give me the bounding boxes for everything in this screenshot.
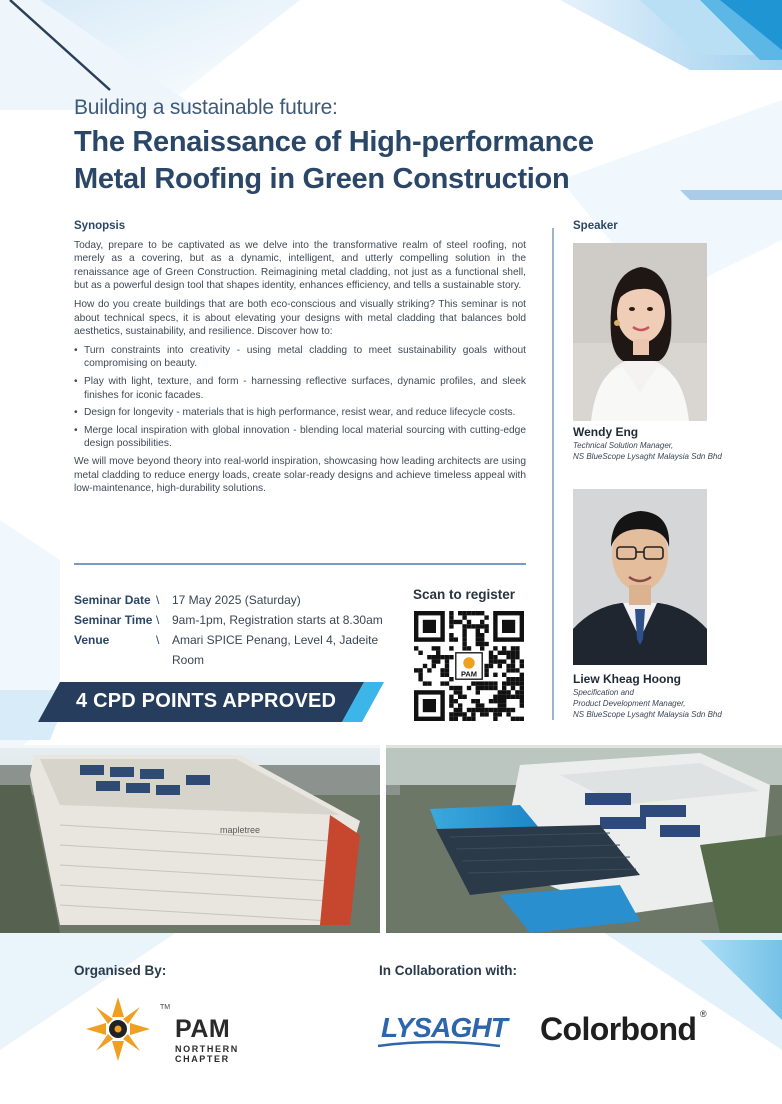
synopsis-paragraph-3: We will move beyond theory into real-world inspiration, showcasing how leading architects are using metal cladding to reduce energy loads, create solar-ready designs and achieve timeless appeal with low-maintenance, high-durability solutions. [74,455,526,495]
speaker-column-divider [552,228,554,720]
synopsis-paragraph-2: How do you create buildings that are both eco-conscious and visually striking? This seminar is not about technical specs, it is about elevating your designs with metal cladding that balances bold aesthetics, sustainability, and resilience. Discover how to: [74,298,526,338]
detail-row-venue [74,630,402,670]
section-divider [74,563,526,565]
detail-separator: \ [156,633,160,647]
synopsis-bullet: • Play with light, texture, and form - harnessing reflective surfaces, dynamic profiles, and sleek finishes for iconic facades. [74,375,526,402]
pam-logo-subtext [175,1044,239,1064]
synopsis-section [74,220,526,501]
detail-key: Seminar Time [74,613,153,627]
pam-trademark: TM [160,1004,171,1011]
detail-key: Seminar Date [74,593,151,607]
pam-logo-text: PAM [175,1015,231,1043]
event-title-line-2: Metal Roofing in Green Construction [74,163,570,195]
detail-row-time [74,610,402,630]
synopsis-bullet: • Design for longevity - materials that is high performance, resist wear, and reduce lifecycle costs. [74,406,526,420]
speaker-name: Liew Kheag Hoong [573,672,681,686]
detail-value: Amari SPICE Penang, Level 4, Jadeite Room [172,633,379,667]
detail-key: Venue [74,633,110,647]
collaboration-label: In Collaboration with: [379,963,517,978]
cpd-banner-text: 4 CPD POINTS APPROVED [76,690,337,712]
detail-value: 9am-1pm, Registration starts at 8.30am [172,613,383,627]
organised-by-label: Organised By: [74,963,167,978]
colorbond-registered-mark: ® [700,1009,707,1019]
lysaght-logo-text: LYSAGHT [381,1012,508,1043]
speaker-role-line: Specification and [573,688,634,697]
scan-to-register-label: Scan to register [413,587,516,602]
building-sign-text: mapletree [220,825,261,835]
synopsis-bullet-list [74,344,526,451]
detail-value: 17 May 2025 (Saturday) [172,593,301,607]
synopsis-label: Synopsis [74,220,126,232]
seminar-details [74,590,402,670]
registration-qr-code[interactable] [414,611,524,721]
speaker-role-line: NS BlueScope Lysaght Malaysia Sdn Bhd [573,452,722,461]
speaker-photo-wendy-eng [573,243,707,421]
synopsis-bullet: • Turn constraints into creativity - using metal cladding to meet sustainability goals without compromising on beauty. [74,344,526,371]
detail-row-date [74,590,402,610]
qr-center-label: PAM [460,669,478,679]
speaker-role [573,440,722,462]
event-title [74,124,734,198]
speaker-role-line: NS BlueScope Lysaght Malaysia Sdn Bhd [573,710,722,719]
colorbond-logo-text: Colorbond [540,1011,697,1047]
speaker-role [573,687,722,720]
speaker-photo-liew-kheag-hoong [573,489,707,665]
synopsis-paragraph-1: Today, prepare to be captivated as we delve into the transformative realm of steel roofing, not merely as a covering, but as a dynamic, intelligent, and utterly compelling solution in the renaissance age of Green Construction. Reimagining metal cladding, not just as a functional shell, but as a powerful design tool that shapes identity, enhances efficiency, and tells a sustainable story. [74,239,526,292]
detail-separator: \ [156,593,160,607]
event-heading [74,96,734,198]
speaker-role-line: Product Development Manager, [573,699,686,708]
event-subtitle: Building a sustainable future: [74,96,338,119]
event-title-line-1: The Renaissance of High-performance [74,126,594,158]
detail-separator: \ [156,613,160,627]
speaker-label: Speaker [573,220,618,232]
speaker-name: Wendy Eng [573,425,639,439]
pam-subtext-line: CHAPTER [175,1054,230,1064]
speaker-role-line: Technical Solution Manager, [573,441,674,450]
synopsis-bullet: • Merge local inspiration with global innovation - blending local material sourcing with cutting-edge design possibilities. [74,424,526,451]
building-photo-strip [0,745,782,933]
pam-subtext-line: NORTHERN [175,1044,239,1054]
